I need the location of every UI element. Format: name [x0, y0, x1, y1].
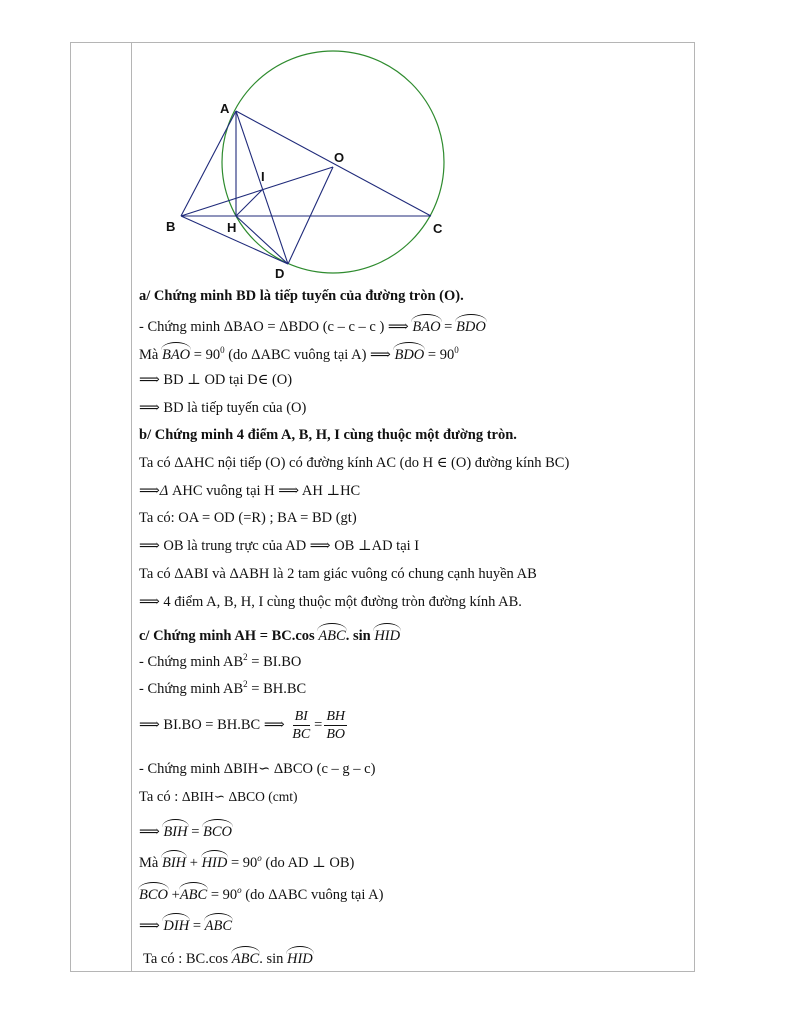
text-line: BCO $+ABC = 90^o$ (do ΔABC vuông tại A) [139, 883, 383, 904]
text-line: ⟹ 4 điểm A, B, H, I cùng thuộc một đường tròn đường kính AB. [139, 594, 522, 610]
text-line: Ta có ΔABI và ΔABH là 2 tam giác vuông có chung cạnh huyền AB [139, 566, 537, 582]
text-line: Ta có: OA = OD (=R) ; BA = BD (gt) [139, 510, 357, 526]
text-line: Ta có : ΔBIH∽ ΔBCO (cmt) [139, 789, 298, 805]
text-line: Mà BIH + HID = $90^o$ (do AD ⊥ OB) [139, 851, 354, 872]
angle: ABC [180, 883, 207, 904]
segment-ab [181, 111, 236, 216]
geometry-figure [0, 0, 792, 290]
angle: BCO [203, 820, 232, 841]
angle: DIH [163, 914, 189, 935]
heading-b: b/ Chứng minh 4 điểm A, B, H, I cùng thuộc một đường tròn. [139, 427, 517, 443]
angle: ABC [318, 624, 345, 645]
fraction-bi-bc: $\frac{BI}{BC}$ [292, 709, 311, 742]
text-line: - Chứng minh ΔBAO = ΔBDO (c – c – c ) ⟹ BAO = BDO [139, 315, 486, 336]
fraction-bh-bo: $\frac{BH}{BO}$ [326, 709, 346, 742]
text-line: - Chứng minh ΔBIH∽ ΔBCO (c – g – c) [139, 761, 376, 777]
angle: BIH [162, 851, 186, 872]
heading-a: a/ Chứng minh BD là tiếp tuyến của đường tròn (O). [139, 288, 464, 304]
label-b: B [166, 219, 176, 234]
angle: HID [287, 947, 313, 968]
angle: BAO [162, 343, 190, 364]
heading-c: c/ Chứng minh AH = BC.cos ABC. sin HID [139, 624, 400, 645]
circle-o [222, 51, 444, 273]
angle: BAO [412, 315, 440, 336]
text-line: ⟹ BD là tiếp tuyến của (O) [139, 400, 307, 416]
angle: HID [374, 624, 400, 645]
text-line: - Chứng minh $AB^2 = BI.BO$ [139, 652, 302, 670]
text-line: ⟹ BI.BO = BH.BC ⟹ $\frac{BI}{BC}$ = $\frac{BH}{BO}$ [139, 709, 346, 742]
label-c: C [433, 221, 443, 236]
text-line: Mà BAO = $90^0$ (do ΔABC vuông tại A) ⟹ BDO = $90^0$ [139, 343, 459, 364]
label-a: A [220, 101, 230, 116]
angle: BDO [456, 315, 486, 336]
text-line: ⟹ BIH = BCO [139, 820, 232, 841]
angle: BIH [163, 820, 187, 841]
angle: BCO [139, 883, 168, 904]
angle: ABC [205, 914, 232, 935]
angle: HID [202, 851, 228, 872]
angle: BDO [394, 343, 424, 364]
label-i: I [261, 169, 265, 184]
text-line: ⟹ DIH = ABC [139, 914, 232, 935]
text-line: - Chứng minh $AB^2 = BH.BC$ [139, 679, 307, 697]
angle: ABC [232, 947, 259, 968]
label-h: H [227, 220, 237, 235]
label-o: O [334, 150, 345, 165]
text-line: ⟹ BD ⊥ OD tại D∈ (O) [139, 372, 293, 388]
label-d: D [275, 266, 285, 281]
text-line: Ta có : BC.cos ABC. sin HID [143, 947, 313, 968]
segment-ad [236, 111, 288, 264]
text-line: ⟹Δ AHC vuông tại H ⟹ AH ⊥HC [139, 483, 361, 499]
text-line: Ta có ΔAHC nội tiếp (O) có đường kính AC (do H ∈ (O) đường kính BC) [139, 455, 570, 471]
text-line: ⟹ OB là trung trực của AD ⟹ OB ⊥AD tại I [139, 538, 420, 554]
